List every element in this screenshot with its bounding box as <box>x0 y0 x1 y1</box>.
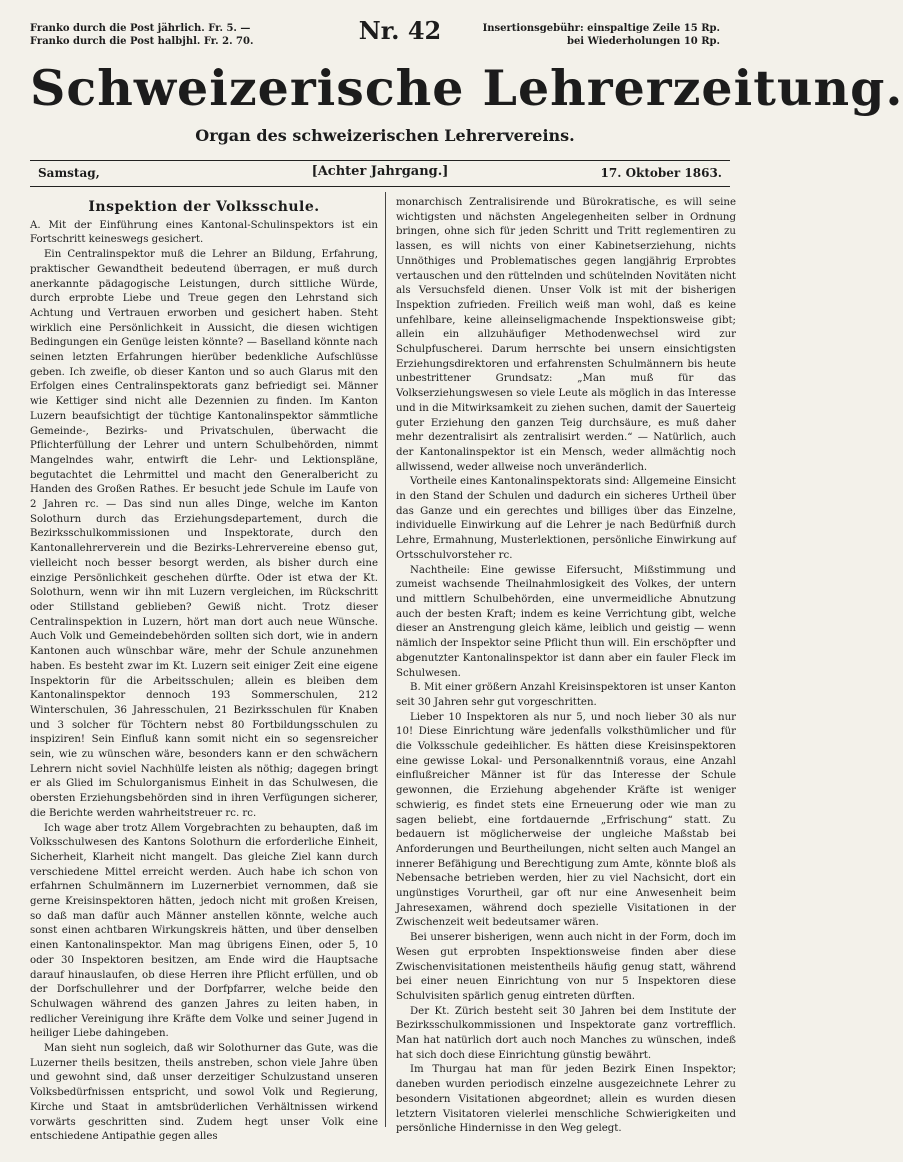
paragraph: monarchisch Zentralisirende und Bürokratische, es will seine wichtigsten und nächsten Angelegenheiten selber in Ordnung bringen, ohne sich für jeden Schritt und Tritt reglementiren zu lassen, es will nichts von einer Kabinetserziehung, nichts Unnöthiges und Problematisches gegen langjährig Erprobtes vertauschen und den rüttelnden und schütelnden Novitäten nicht als Versuchsfeld dienen. Unser Volk ist mit der bisherigen Inspektion zufrieden. Freilich weiß man wohl, daß es keine unfehlbare, keine alleinseligmachende Inspektionsweise gibt; allein ein allzuhäufiger Methodenwechsel wird zur Schulpfuscherei. Darum herrschte bei unsern einsichtigsten Erziehungsdirektoren und erfahrensten Schulmännern bis heute unbestrittener Grundsatz: „Man muß für das Volkserziehungswesen so viele Leute als möglich in das Interesse und in die Mitwirksamkeit zu ziehen suchen, damit der Sauerteig guter Erziehung den ganzen Teig durchsäure, es muß daher mehr dezentralisirt als zentralisirt werden.“ — Natürlich, auch der Kantonalinspektor ist ein Mensch, weder allmächtig noch allwissend, weder allweise noch unveränderlich. <box>396 197 736 473</box>
subscription-prices <box>30 22 253 48</box>
dateline-day: Samstag, <box>38 166 100 180</box>
paragraph: Nachtheile: Eine gewisse Eifersucht, Mißstimmung und zumeist wachsende Theilnahmlosigkeit des Volkes, der untern und mittlern Schulbehörden, eine unvermeidliche Abnutzung auch der besten Kraft; indem es keine Verrichtung gibt, welche dieser an Anstrengung gleich käme, leiblich und geistig — wenn nämlich der Inspektor seine Pflicht thun will. Ein erschöpfter und abgenutzter Kantonalinspektor ist dann aber ein fauler Fleck im Schulwesen. <box>396 564 736 679</box>
dateline-volume: [Achter Jahrgang.] <box>311 164 449 179</box>
advertising-rates <box>483 22 720 48</box>
issue-number: Nr. 42 <box>358 16 442 45</box>
article-column-left <box>30 200 378 1145</box>
masthead-subtitle: Organ des schweizerischen Lehrervereins. <box>195 126 575 145</box>
paragraph: Bei unserer bisherigen, wenn auch nicht in der Form, doch im Wesen gut erprobten Inspektionsweise finden aber diese Zwischenvisitationen meistentheils häufig genug statt, während bei einer neuen Einrichtung von nur 5 Inspektoren diese Schulvisiten spärlich genug eintreten dürften. <box>396 932 736 1002</box>
top-rule <box>30 160 730 161</box>
paragraph: Lieber 10 Inspektoren als nur 5, und noch lieber 30 als nur 10! Diese Einrichtung wäre jedenfalls volksthümlicher und für die Volksschule gedeihlicher. Es hätten diese Kreisinspektoren eine gewisse Lokal- und Personalkenntniß voraus, eine Anzahl einflußreicher Männer ist für das Interesse der Schule gewonnen, die Erziehung abgehender Kräfte ist weniger schwierig, es findet stets eine Erneuerung oder wie man zu sagen beliebt, eine fortdauernde „Erfrischung“ statt. Zu bedauern ist möglicherweise der ungleiche Maßstab bei Anforderungen und Beurtheilungen, nicht selten auch Mangel an innerer Befähigung und Berechtigung zum Amte, könnte bloß als Nebensache betrieben werden, hier zu viel Nachsicht, dort ein ungünstiges Vorurtheil, gar oft nur eine Anwesenheit beim Jahresexamen, während doch spezielle Visitationen in der Zwischenzeit weit bedeutsamer wären. <box>396 711 736 929</box>
paragraph: Vortheile eines Kantonalinspektorats sind: Allgemeine Einsicht in den Stand der Schulen und dadurch ein sicheres Urtheil über das Ganze und ein gerechtes und billiges über das Einzelne, individuelle Einwirkung auf die Lehrer je nach Bedürfniß durch Lehre, Ermahnung, Musterlektionen, persönliche Einwirkung auf Ortsschulvorsteher rc. <box>396 476 736 561</box>
paragraph: Ein Centralinspektor muß die Lehrer an Bildung, Erfahrung, praktischer Gewandtheit bedeutend überragen, er muß durch anerkannte pädagogische Leistungen, durch sittliche Würde, durch erprobte Liebe und Treue gegen den Lehrstand sich Achtung und Vertrauen erworben und gesichert haben. Steht wirklich eine Persönlichkeit in Aussicht, die diesen wichtigen Bedingungen ein Genüge leisten könnte? — Baselland könnte nach seinen letzten Erfahrungen hierüber bedenkliche Aufschlüsse geben. Ich zweifle, ob dieser Kanton und so auch Glarus mit den Erfolgen eines Centralinspektorats ganz befriedigt sei. Männer wie Kettiger sind nicht alle Dezennien zu finden. Im Kanton Luzern beaufsichtigt der tüchtige Kantonalinspektor sämmtliche Gemeinde-, Bezirks- und Privatschulen, überwacht die Pflichterfüllung der Lehrer und untern Schulbehörden, nimmt Mangelndes wahr, entwirft die Lehr- und Lektionspläne, begutachtet die Lehrmittel und macht den Generalbericht zu Handen des Großen Rathes. Er besucht jede Schule im Laufe von 2 Jahren rc. — Das sind nun alles Dinge, welche im Kanton Solothurn durch das Erziehungsdepartement, durch die Bezirksschulkommissionen und Inspektorate, durch den Kantonallehrerverein und die Bezirks-Lehrervereine ebenso gut, vielleicht noch besser besorgt werden, als bisher durch eine einzige Persönlichkeit geschehen dürfte. Oder ist etwa der Kt. Solothurn, wenn wir ihn mit Luzern vergleichen, im Rückschritt oder Stillstand geblieben? Gewiß nicht. Trotz dieser Centralinspektion in Luzern, hört man dort auch neue Wünsche. Auch Volk und Gemeindebehörden sollten sich dort, wie in andern Kantonen auch wünschbar wäre, mehr der Schule anzunehmen haben. Es besteht zwar im Kt. Luzern seit einiger Zeit eine eigene Inspektorin für die Arbeitsschulen; allein es bleiben dem Kantonalinspektor dennoch 193 Sommerschulen, 212 Winterschulen, 36 Jahresschulen, 21 Bezirksschulen für Knaben und 3 solcher für Töchtern nebst 80 Fortbildungsschulen zu inspiziren! Sein Einfluß kann somit nicht ein so segensreicher sein, wie zu wünschen wäre, besonders kann er den schwächern Lehrern nicht soviel Nachhülfe leisten als nöthig; dagegen bringt er als Glied im Schulorganismus Einheit in das Schulwesen, die obersten Erziehungsbehörden sind in ihren Verfügungen sicherer, die Berichte werden wahrheitstreuer rc. rc. <box>30 249 378 819</box>
paragraph: Man sieht nun sogleich, daß wir Solothurner das Gute, was die Luzerner theils besitzen, theils anstreben, schon viele Jahre üben und gewohnt sind, daß unser derzeitiger Schulzustand unseren Volksbedürfnissen entspricht, und sowol Volk und Regierung, Kirche und Staat in amtsbrüderlichen Verhältnissen wirkend vorwärts geschritten sind. Zudem hegt unser Volk eine entschiedene Antipathie gegen alles <box>30 1043 378 1143</box>
paragraph: B. Mit einer größern Anzahl Kreisinspektoren ist unser Kanton seit 30 Jahren sehr gut vorgeschritten. <box>396 682 736 708</box>
masthead-title: Schweizerische Lehrerzeitung. <box>30 59 903 117</box>
paragraph: A. Mit der Einführung eines Kantonal-Schulinspektors ist ein Fortschritt keineswegs gesichert. <box>30 219 378 246</box>
paragraph: Ich wage aber trotz Allem Vorgebrachten zu behaupten, daß im Volksschulwesen des Kantons Solothurn die erforderliche Einheit, Sicherheit, Klarheit nicht mangelt. Das gleiche Ziel kann durch verschiedene Mittel erreicht werden. Auch habe ich schon von erfahrnen Schulmännern im Luzernerbiet vernommen, daß sie gerne Kreisinspektoren hätten, jedoch nicht mit großen Kreisen, so daß man dafür auch Männer anstellen könnte, welche auch sonst einen achtbaren Wirkungskreis hätten, und über denselben einen Kantonalinspektor. Man mag übrigens Einen, oder 5, 10 oder 30 Inspektoren besitzen, am Ende wird die Hauptsache darauf hinauslaufen, ob diese Herren ihre Pflicht erfüllen, und ob der Dorfschullehrer und der Dorfpfarrer, welche beide den Schulwagen während des ganzen Jahres zu leiten haben, in redlicher Vereinigung ihre Kräfte dem Volke und seiner Jugend in heiliger Liebe dahingeben. <box>30 822 378 1040</box>
bottom-rule <box>30 186 730 187</box>
column-divider <box>385 192 386 1127</box>
article-title: Inspektion der Volksschule. <box>88 199 320 215</box>
dateline <box>30 163 730 185</box>
ad-repeat-line: bei Wiederholungen 10 Rp. <box>566 36 720 47</box>
ad-rate-line: Insertionsgebühr: einspaltige Zeile 15 Rp. <box>482 23 720 34</box>
price-line-yearly: Franko durch die Post jährlich. Fr. 5. — <box>30 23 251 34</box>
paragraph: Der Kt. Zürich besteht seit 30 Jahren bei dem Institute der Bezirksschulkommissionen und Inspektorate ganz vortrefflich. Man hat natürlich dort auch noch Manches zu wünschen, indeß hat sich doch diese Einrichtung günstig bewährt. <box>396 1005 736 1061</box>
dateline-date: 17. Oktober 1863. <box>600 166 722 180</box>
article-column-right <box>396 196 736 1137</box>
price-line-halfyear: Franko durch die Post halbjhl. Fr. 2. 70. <box>30 36 254 47</box>
paragraph: Im Thurgau hat man für jeden Bezirk Einen Inspektor; daneben wurden periodisch einzelne ausgezeichnete Lehrer zu besondern Visitationen abgeordnet; allein es wurden diesen letztern Visitatoren vielerlei menschliche Schwierigkeiten und persönliche Hindernisse in den Weg gelegt. <box>396 1064 736 1135</box>
